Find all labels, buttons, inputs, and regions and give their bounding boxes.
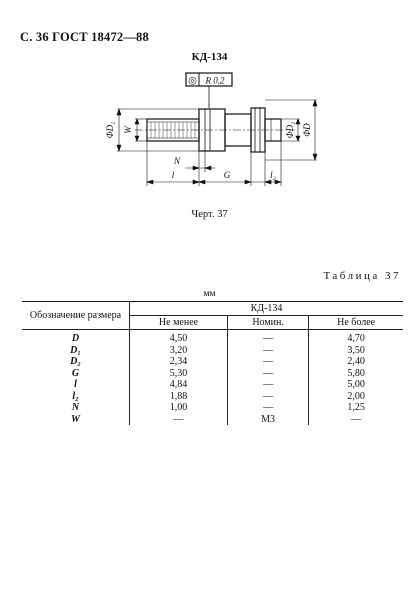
row-min: 3,20 [130, 345, 228, 357]
dim-label-l: l [171, 170, 175, 180]
row-max: 3,50 [309, 345, 403, 357]
col-header-nom: Номин. [228, 316, 309, 330]
row-min: 1,88 [130, 391, 228, 403]
group-header: КД-134 [130, 302, 404, 316]
dim-label-W: W [123, 126, 133, 134]
dim-label-N: N [173, 156, 181, 166]
row-nom: М3 [228, 414, 309, 426]
row-min: — [130, 414, 228, 426]
dim-label-D2: ΦD₂ [285, 121, 295, 139]
row-nom: — [228, 330, 309, 345]
row-name: D [71, 333, 80, 344]
row-max: 5,00 [309, 379, 403, 391]
row-min: 5,30 [130, 368, 228, 380]
designation-header: Обозначение размера [22, 302, 130, 330]
row-nom: — [228, 368, 309, 380]
row-nom: — [228, 356, 309, 368]
row-min: 4,84 [130, 379, 228, 391]
row-min: 2,34 [130, 356, 228, 368]
row-name: D₁ [70, 344, 81, 356]
row-max: 5,80 [309, 368, 403, 380]
row-max: 2,40 [309, 356, 403, 368]
figure-caption: Черт. 37 [191, 209, 228, 220]
dim-label-G: G [223, 170, 231, 180]
technical-drawing [105, 64, 330, 194]
table-row [22, 391, 403, 403]
tolerance-frame [186, 73, 232, 108]
table-caption: Таблица 37 [323, 270, 401, 282]
row-name: W [71, 413, 80, 425]
row-nom: — [228, 379, 309, 391]
part-title: КД-134 [191, 51, 228, 63]
row-name: D₂ [70, 356, 81, 367]
spec-table [22, 301, 403, 425]
table-row [22, 330, 403, 345]
row-min: 1,00 [130, 402, 228, 414]
table-row [22, 345, 403, 357]
row-name: l [74, 379, 77, 390]
col-header-max: Не более [309, 316, 403, 330]
spec-table-body [22, 330, 403, 426]
table-row [22, 368, 403, 380]
row-max: 2,00 [309, 391, 403, 403]
table-row [22, 414, 403, 426]
dim-label-l2: l₂ [270, 170, 276, 180]
page-header: С. 36 ГОСТ 18472—88 [20, 30, 149, 44]
dim-label-D: ΦD [302, 123, 312, 137]
units-label: мм [203, 289, 216, 299]
table-row [22, 356, 403, 368]
concentricity-icon: ◎ [188, 75, 197, 87]
row-name: l₂ [72, 390, 79, 402]
row-max: 1,25 [309, 402, 403, 414]
row-name: N [71, 402, 80, 413]
dim-label-D1: ΦD₁ [105, 121, 115, 139]
row-nom: — [228, 402, 309, 414]
row-nom: — [228, 391, 309, 403]
col-header-min: Не менее [130, 316, 228, 330]
row-max: 4,70 [309, 330, 403, 345]
table-row [22, 379, 403, 391]
tolerance-value: R 0,2 [205, 75, 225, 86]
row-nom: — [228, 345, 309, 357]
row-name: G [71, 367, 80, 379]
bottom-dimensions [147, 141, 281, 186]
row-max: — [309, 414, 403, 426]
row-min: 4,50 [130, 330, 228, 345]
table-row [22, 402, 403, 414]
